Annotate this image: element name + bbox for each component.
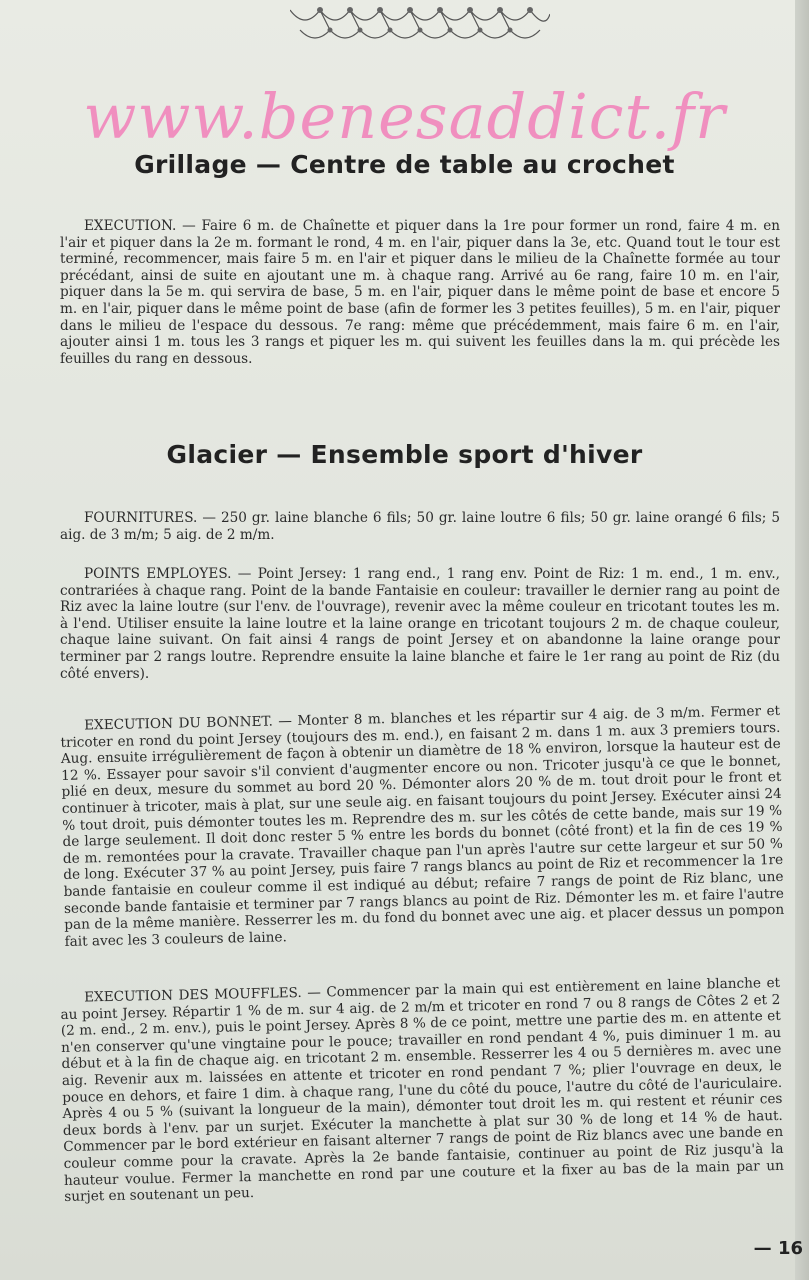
execution-bonnet-paragraph: EXECUTION DU BONNET. — Monter 8 m. blanches et les répartir sur 4 aig. de 3 m/m. Fermer et tricoter en rond du point Jersey (toujours des m. end.), en faisant 2 m. dans 1 m. aux 3 premiers tours. Aug. ensuite irrégulièrement de façon à obtenir un diamètre de 18 % environ, lorsque la hauteur est de 12 %. Essayer pour savoir s'il convient d'augmenter encore ou non. Tricoter jusqu'à ce que le bonnet, plié en deux, mesure du sommet au bord 20 %. Démonter alors 20 % de m. tout droit pour le front et continuer à tricoter, mais à plat, sur une seule aig. en faisant toujours du point Jersey. Exécuter ainsi 24 % tout droit, puis démonter toutes les m. Reprendre des m. sur les côtés de cette bande, mais sur 19 % de large seulement. Il doit donc rester 5 % entre les bords du bonnet (côté front) et la fin de ces 19 % de m. remontées pour la cravate. Travailler chaque pan l'un après l'autre sur cette largeur et sur 50 % de long. Exécuter 37 % au point Jersey, puis faire 7 rangs blancs au point de Riz et recommencer la 1re bande fantaisie en couleur comme il est indiqué au début; refaire 7 rangs de point de Riz blanc, une seconde bande fantaisie et terminer par 7 rangs blancs au point de Riz. Démonter les m. et faire l'autre pan de la même manière. Resserrer les m. du fond du bonnet avec une aig. et placer dessus un pompon fait avec les 3 couleurs de laine. [60, 702, 785, 950]
watermark: www.benesaddict.fr [83, 80, 726, 153]
fournitures-paragraph: FOURNITURES. — 250 gr. laine blanche 6 fils; 50 gr. laine loutre 6 fils; 50 gr. laine orangé 6 fils; 5 aig. de 3 m/m; 5 aig. de 2 m/m. [60, 510, 780, 543]
lace-doily-illustration [290, 0, 550, 48]
execution-paragraph: EXECUTION. — Faire 6 m. de Chaînette et piquer dans la 1re pour former un rond, faire 4 m. en l'air et piquer dans la 2e m. formant le rond, 4 m. en l'air, piquer dans la 3e, etc. Quand tout le tour est terminé, recommencer, mais faire 5 m. en l'air et piquer dans le milieu de la Chaînette formée au tour précédant, ainsi de suite en ajoutant une m. à chaque rang. Arrivé au 6e rang, faire 10 m. en l'air, piquer dans la 5e m. qui servira de base, 5 m. en l'air, piquer dans le même point de base et encore 5 m. en l'air, piquer dans le même point de base (afin de former les 3 petites feuilles), 5 m. en l'air, piquer dans le milieu de l'espace du dessous. 7e rang: même que précédemment, mais faire 6 m. en l'air, ajouter ainsi 1 m. tous les 3 rangs et piquer les m. qui suivent les feuilles dans la m. qui précède les feuilles du rang en dessous. [60, 218, 780, 367]
section-title-glacier: Glacier — Ensemble sport d'hiver [166, 440, 643, 469]
section-title-grillage: Grillage — Centre de table au crochet [134, 150, 675, 179]
execution-mouffles-paragraph: EXECUTION DES MOUFFLES. — Commencer par la main qui est entièrement en laine blanche et au point Jersey. Répartir 1 % de m. sur 4 aig. de 2 m/m et tricoter en rond 7 ou 8 rangs de Côtes 2 et 2 (2 m. end., 2 m. env.), puis le point Jersey. Après 8 % de ce point, mettre une partie des m. en attente et n'en conserver qu'une vingtaine pour le pouce; travailler en rond pendant 4 %, puis diminuer 1 m. au début et à la fin de chaque aig. en tricotant 2 m. ensemble. Resserrer les 4 ou 5 dernières m. avec une aig. Revenir aux m. laissées en attente et tricoter en rond pendant 7 %; plier l'ouvrage en deux, le pouce en dehors, et faire 1 dim. à chaque rang, l'une du côté du pouce, l'autre du côté de l'auriculaire. Après 4 ou 5 % (suivant la longueur de la main), démonter tout droit les m. qui restent et réunir ces deux bords à l'env. par un surjet. Exécuter la manchette à plat sur 30 % de long et 14 % de haut. Commencer par le bord extérieur en faisant alterner 7 rangs de point de Riz blancs avec une bande en couleur comme pour la cravate. Après la 2e bande fantaisie, continuer au point de Riz jusqu'à la hauteur voulue. Fermer la manchette en rond par une couture et la fixer au bas de la main par un surjet en soutenant un peu. [60, 974, 784, 1206]
points-employes-paragraph: POINTS EMPLOYES. — Point Jersey: 1 rang end., 1 rang env. Point de Riz: 1 m. end., 1 m. env., contrariées à chaque rang. Point de la bande Fantaisie en couleur: travailler le dernier rang au point de Riz avec la laine loutre (sur l'env. de l'ouvrage), revenir avec la même couleur en tricotant toutes les m. à l'end. Utiliser ensuite la laine loutre et la laine orange en tricotant toujours 2 m. de chaque couleur, chaque laine suivant. On fait ainsi 4 rangs de point Jersey et on abandonne la laine orange pour terminer par 2 rangs loutre. Reprendre ensuite la laine blanche et faire le 1er rang au point de Riz (du côté envers). [60, 566, 780, 682]
adjacent-page-edge [795, 0, 809, 1280]
page-number: — 16 [753, 1238, 803, 1259]
